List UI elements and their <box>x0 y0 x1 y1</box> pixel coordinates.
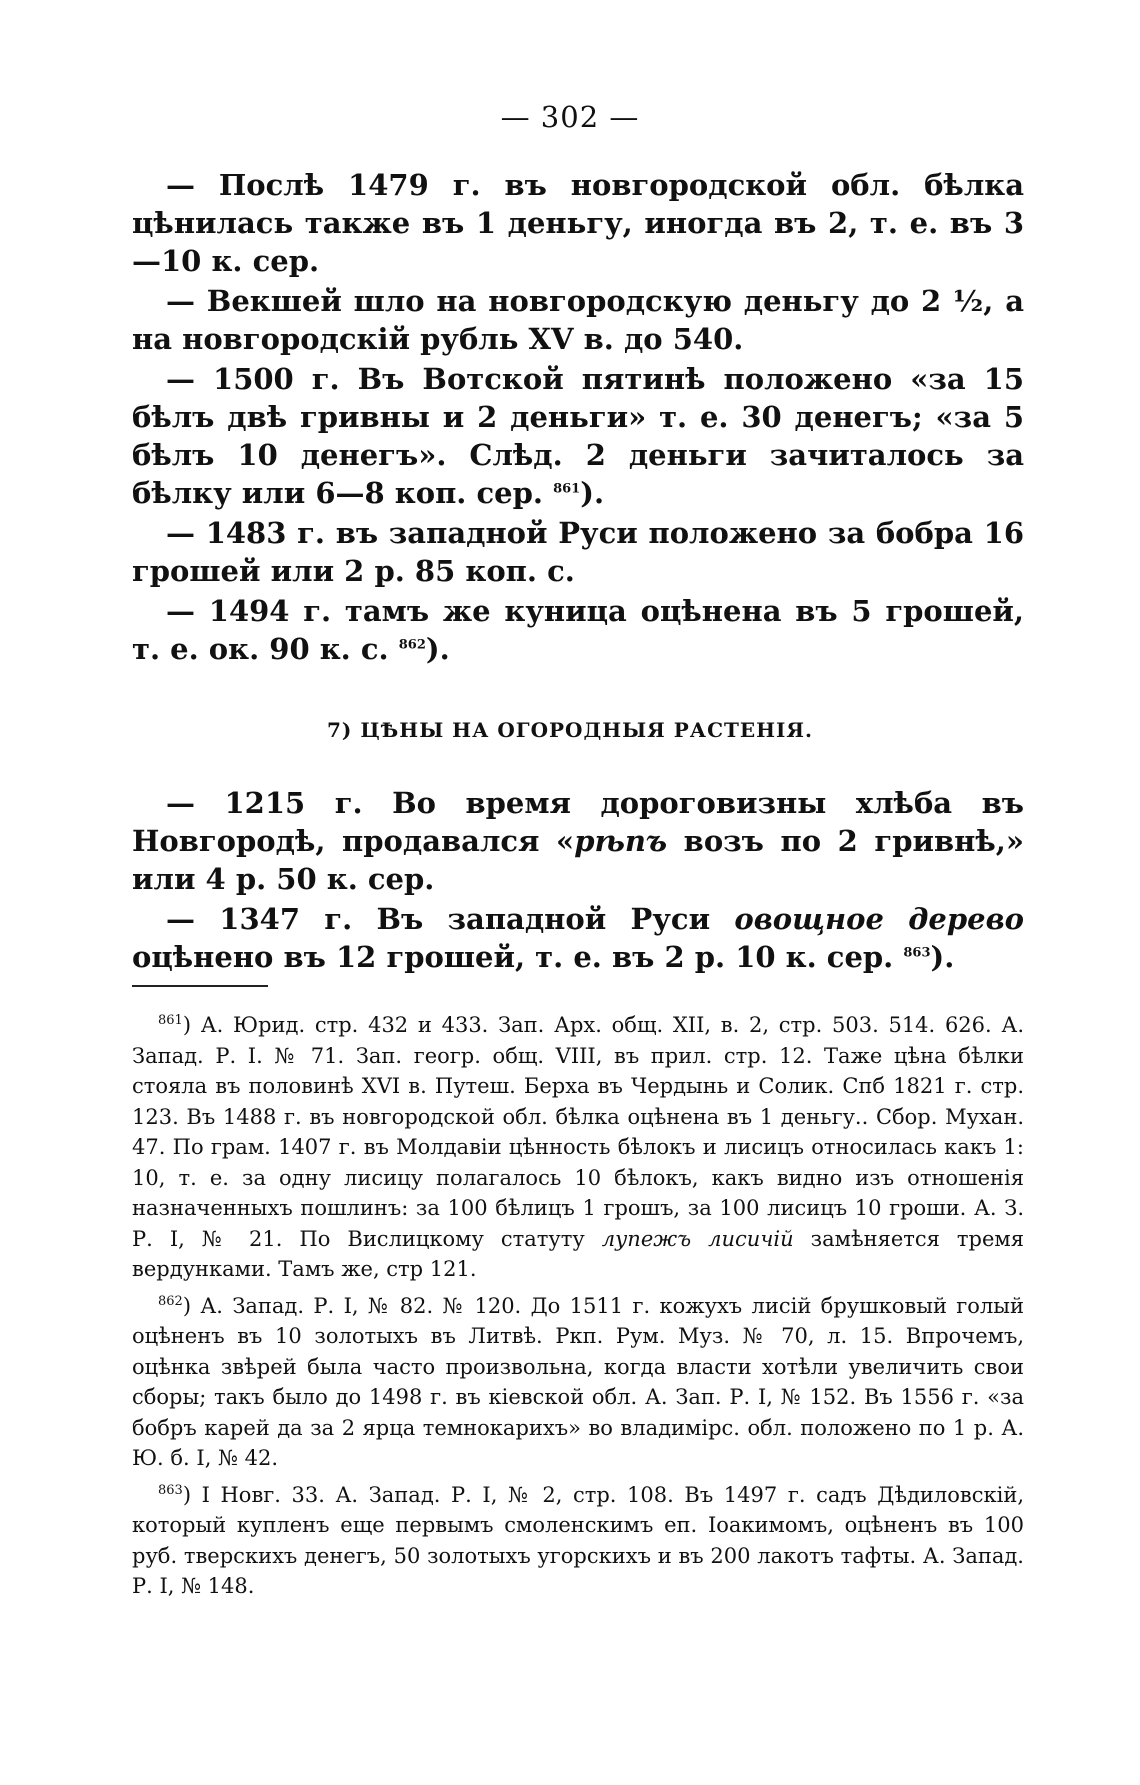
footnote-ref-861: 861 <box>553 481 581 497</box>
main-text-bottom <box>132 784 1024 978</box>
paragraph-vekshey <box>132 282 1024 358</box>
footnotes <box>132 1010 1024 1608</box>
section-heading: 7) ЦѢНЫ НА ОГОРОДНЫЯ РАСТЕНІЯ. <box>327 718 813 742</box>
paragraph-1479 <box>132 166 1024 280</box>
paragraph-1215 <box>132 784 1024 898</box>
paragraph-text: — 1494 г. тамъ же куница оцѣнена въ 5 грошей, т. е. ок. 90 к. с. <box>132 594 1024 666</box>
paragraph-text: — 1215 г. Во время дороговизны хлѣба въ Новгородѣ, продавался « <box>132 786 1024 858</box>
paragraph-text: — Послѣ 1479 г. въ новгородской обл. бѣлка цѣнилась также въ 1 деньгу, иногда въ 2, т. е. въ 3—10 к. сер. <box>132 168 1024 278</box>
paragraph-text: — 1500 г. Въ Вотской пятинѣ положено «за 15 бѣлъ двѣ гривны и 2 деньги» т. е. 30 денегъ; «за 5 бѣлъ 10 денегъ». Слѣд. 2 деньги зачиталось за бѣлку или 6—8 коп. сер. <box>132 362 1024 510</box>
main-text-top <box>132 166 1024 670</box>
paragraph-tail: ). <box>425 632 450 666</box>
page-number: — 302 — <box>500 100 640 134</box>
footnote-ref-862: 862 <box>398 637 426 653</box>
paragraph-tail: ). <box>580 476 605 510</box>
paragraph-1347 <box>132 900 1024 976</box>
italic-term: лупежъ лисичій <box>601 1226 794 1251</box>
paragraph-text-end: возъ по 2 гривнѣ,» или 4 р. 50 к. сер. <box>132 824 1024 896</box>
footnote-text-end: замѣняется тремя вердунками. Тамъ же, стр 121. <box>132 1226 1024 1281</box>
paragraph-text: — 1483 г. въ западной Руси положено за бобра 16 грошей или 2 р. 85 коп. с. <box>132 516 1024 588</box>
footnote-mark: 862 <box>158 1293 183 1309</box>
paragraph-tail: ). <box>930 940 955 974</box>
paragraph-1500 <box>132 360 1024 512</box>
footnote-ref-863: 863 <box>903 945 931 961</box>
footnote-text: ) А. Юрид. стр. 432 и 433. Зап. Арх. общ. XII, в. 2, стр. 503. 514. 626. А. Запад. Р. I. № 71. Зап. геогр. общ. VIII, въ прил. стр. 12. Таже цѣна бѣлки стояла въ половинѣ XVI в. Путеш. Берха въ Чердынь и Солик. Спб 1821 г. стр. 123. Въ 1488 г. въ новгородской обл. бѣлка оцѣнена въ 1 деньгу.. Сбор. Мухан. 47. По грам. 1407 г. въ Молдавіи цѣнность бѣлокъ и лисицъ относилась какъ 1: 10, т. е. за одну лисицу полагалось 10 бѣлокъ, какъ видно изъ отношенія назначенныхъ пошлинъ: за 100 бѣлицъ 1 грошъ, за 100 лисицъ 10 гроши. А. З. Р. I, № 21. По Вислицкому статуту <box>132 1013 1024 1251</box>
footnote-text: ) I Новг. 33. А. Запад. Р. I, № 2, стр. 108. Въ 1497 г. садъ Дѣдиловскій, который купленъ еще первымъ смоленскимъ еп. Іоакимомъ, оцѣненъ въ 100 руб. тверскихъ денегъ, 50 золотыхъ угорскихъ и въ 200 лакотъ тафты. А. Запад. Р. I, № 148. <box>132 1482 1024 1598</box>
italic-term: овощное дерево <box>734 902 1024 936</box>
footnote-863 <box>132 1480 1024 1602</box>
italic-term: рѣпъ <box>574 824 668 858</box>
paragraph-1494 <box>132 592 1024 668</box>
footnote-mark: 863 <box>158 1482 183 1498</box>
footnote-text: ) А. Запад. Р. I, № 82. № 120. До 1511 г. кожухъ лисій брушковый голый оцѣненъ въ 10 золотыхъ въ Литвѣ. Ркп. Рум. Муз. № 70, л. 15. Впрочемъ, оцѣнка звѣрей была часто произвольна, когда власти хотѣли увеличить свои сборы; такъ было до 1498 г. въ кіевской обл. А. Зап. Р. I, № 152. Въ 1556 г. «за бобръ карей да за 2 ярца темнокарихъ» во владимірс. обл. положено по 1 р. А. Ю. б. I, № 42. <box>132 1293 1024 1470</box>
paragraph-text: — 1347 г. Въ западной Руси <box>166 902 735 936</box>
footnote-861 <box>132 1010 1024 1285</box>
paragraph-text-end: оцѣнено въ 12 грошей, т. е. въ 2 р. 10 к. сер. <box>132 940 894 974</box>
footnote-separator <box>132 985 268 987</box>
footnote-mark: 861 <box>158 1013 183 1028</box>
paragraph-1483 <box>132 514 1024 590</box>
paragraph-text: — Векшей шло на новгородскую деньгу до 2 ½, а на новгородскій рубль XV в. до 540. <box>132 284 1024 356</box>
footnote-862 <box>132 1291 1024 1474</box>
